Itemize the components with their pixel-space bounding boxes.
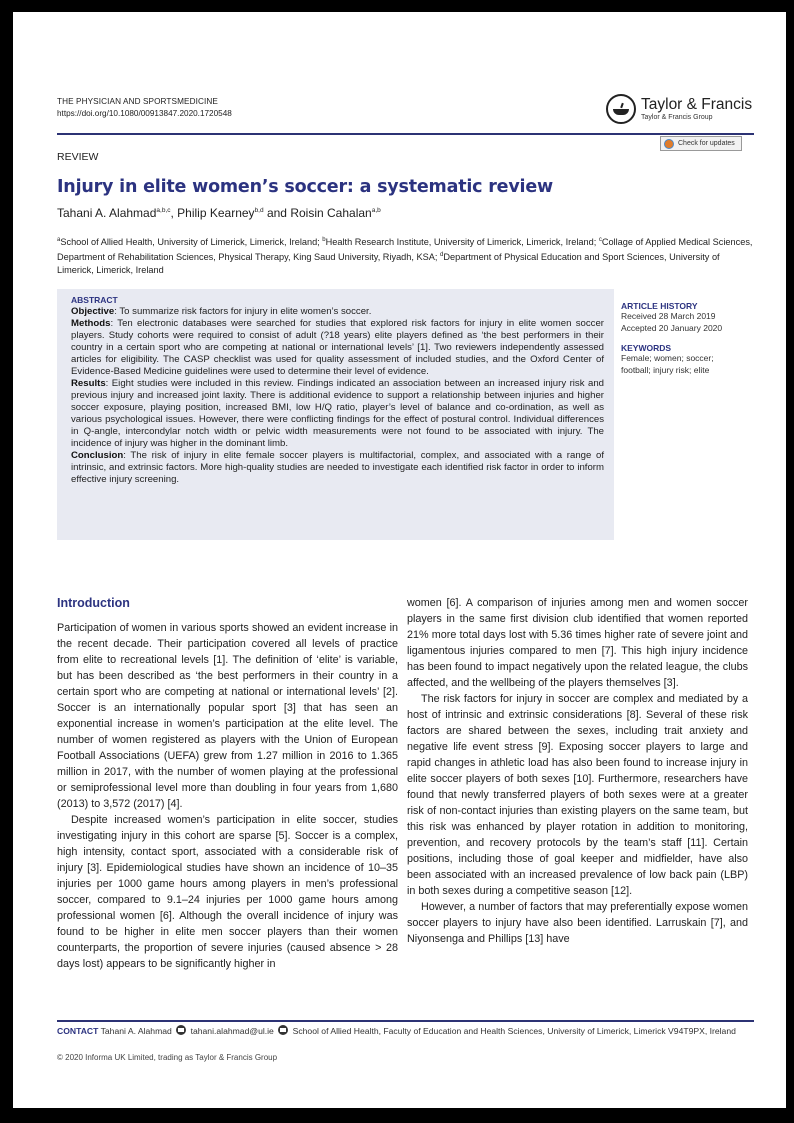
contact-name: Tahani A. Alahmad (100, 1026, 172, 1036)
publisher-logo[interactable] (606, 94, 752, 124)
affiliation: Department of Physical Education and Sport Sciences, University of Limerick, Limerick, Ireland (57, 252, 720, 276)
publisher-name: Taylor & Francis (641, 95, 753, 113)
author-name[interactable]: Roisin Cahalan (290, 206, 372, 220)
abstract-box (57, 289, 614, 540)
affiliations (57, 234, 757, 277)
section-text: : The risk of injury in elite female soccer players is multifactorial, complex, and associated with a range of intrinsic, and extrinsic factors. More high-quality studies are needed to investigate each identified risk factor in order to inform effective injury screening. (71, 450, 604, 485)
paper-page (13, 12, 786, 1108)
abstract-conclusion (71, 450, 604, 486)
author-list: Tahani A. Alahmad$^{a,b,c}$, Philip Kearney$^{b,d}$ and Roisin Cahalan$^{a,b}$ (57, 206, 381, 220)
affiliation: School of Allied Health, University of Limerick, Limerick, Ireland; (60, 237, 323, 248)
section-label: Conclusion (71, 450, 124, 461)
section-text: : Eight studies were included in this review. Findings indicated an association between an increased injury risk and previous injury and increased joint laxity. There is additional evidence to support a relationship between injuries and higher soccer exposure, playing position, increased BMI, low H/Q ratio, player’s level of balance and co-ordination, as well as various psychological issues. However, there were conflicting findings for the effect of postural control. Individual differences in Q-angle, intercondylar notch width or pelvic width measurements were not found to be associated with injury. The incidence of injury was higher in the dominant limb. (71, 378, 604, 449)
article-type: REVIEW (57, 151, 99, 163)
affil-sup: b (322, 237, 326, 243)
lamp-icon (606, 94, 636, 124)
section-label: Results (71, 378, 106, 389)
accepted-date: Accepted 20 January 2020 (621, 322, 723, 333)
affil-sup: c (598, 237, 602, 243)
paragraph: women [6]. A comparison of injuries among men and women soccer players in the same first division club identified that women reported 21% more total days lost with 5.36 times higher rate of severe joint and ligamentous injuries compared to men [7]. This high injury incidence has been found to impact negatively upon the related league, the clubs affected, and the wellbeing of the players themselves [3]. (407, 597, 748, 689)
authors-conjunction: and (266, 206, 287, 220)
keywords: Female; women; soccer; (621, 353, 714, 363)
address-icon (278, 1025, 288, 1035)
paragraph: Participation of women in various sports showed an evident increase in the recent decade. Their participation covered all levels of practice from elite to recreational levels [1]. The definition of ‘elite’ is variable, but has been described as ‘the best performers in their country in a certain sport who are competing at national or international levels’ [2]. Soccer is an internationally popular sport [3] that has seen an exponential increase in women’s participation at the elite level. The number of women registered as players with the Union of European Football Associations (UEFA) grew from 1.27 million in 2016 to 1.365 million in 2017, with the number of women playing at the professional or semiprofessional level more than doubling in four years from 1,680 (2013) to 3,572 (2017) [4]. (57, 622, 398, 810)
affil-sup: d (440, 252, 444, 259)
article-sidebar (621, 301, 761, 376)
abstract-objective (71, 306, 604, 318)
abstract-results (71, 378, 604, 450)
author-affil-sup: a,b,c (156, 207, 171, 214)
author-affil-sup: a,b (371, 207, 381, 214)
contact-label: CONTACT (57, 1026, 99, 1036)
keywords: football; injury risk; elite (621, 364, 710, 375)
paragraph: The risk factors for injury in soccer are complex and mediated by a host of intrinsic and extrinsic considerations [8]. Several of these risk factors are shared between the sexes, including trait anxiety and negative life event stress [9]. Exposing soccer players to large and rapid changes in athletic load has also been found to increase injury in elite soccer players of both sexes [10]. Furthermore, researchers have found that newly transferred players of both sexes were at a greater risk of non-contact injuries than existing players on the same team, but this risk was enhanced by player rotation in addition to monitoring, prevention, and recovery protocols by the team’s staff [11]. Certain positions, including those of goal keeper and midfielder, have also been associated with an increased prevalence of low back pain (LBP) in both sexes during a competitive season [12]. (407, 693, 748, 897)
section-text: : Ten electronic databases were searched for studies that explored risk factors for injury in elite women soccer players. Study cohorts were required to consist of adult (?18 years) elite players defined as ‘the best performers in their country in a certain sport who are competing at national or international levels’ [1]. Two reviewers independently assessed articles for eligibility. The CASP checklist was used for quality assessment of included studies, and the Oxford Center of Evidence-Based Medicine guidelines were used to determine their level of evidence. (71, 318, 604, 377)
abstract-heading: ABSTRACT (71, 295, 118, 305)
affiliation: Collage of Applied Medical Sciences, Department of Rehabilitation Sciences, Physical Therapy, King Saud University, Riyadh, KSA; (57, 237, 753, 263)
section-text: : To summarize risk factors for injury in elite women’s soccer. (114, 306, 372, 317)
footer-divider (57, 1020, 754, 1022)
section-heading-introduction: Introduction (57, 596, 130, 610)
doi-link[interactable]: https://doi.org/10.1080/00913847.2020.1720548 (57, 109, 232, 118)
publisher-group: Taylor & Francis Group (641, 114, 713, 122)
abstract-methods (71, 318, 604, 378)
author-affil-sup: b,d (254, 207, 264, 214)
paragraph: Despite increased women’s participation in elite soccer, studies investigating injury in this cohort are sparse [5]. Soccer is a complex, high intensity, contact sport, associated with a considerable risk of injury [3]. Epidemiological studies have shown an incidence of 10–35 injuries per 1000 game hours among players in men’s professional soccer, compared to 9.1–24 injuries per 1000 game hours among professional women [6]. Although the overall incidence of injury was found to be higher in elite men soccer players than their women counterparts, the proportion of severe injuries (caused absence > 28 days lost) appears to be significantly higher in (57, 814, 398, 970)
check-for-updates-button[interactable] (660, 136, 742, 151)
body-column-right (407, 595, 748, 947)
body-column-left (57, 620, 398, 972)
article-title: Injury in elite women’s soccer: a systematic review (57, 177, 553, 197)
journal-name: THE PHYSICIAN AND SPORTSMEDICINE (57, 97, 218, 106)
affiliation: Health Research Institute, University of Limerick, Limerick, Ireland; (325, 237, 599, 248)
author-name[interactable]: Tahani A. Alahmad (57, 206, 157, 220)
paragraph: However, a number of factors that may preferentially expose women soccer players to injury have also been identified. Larruskain [7], and Niyonsenga and Phillips [13] have (407, 901, 748, 945)
copyright: © 2020 Informa UK Limited, trading as Taylor & Francis Group (57, 1053, 278, 1062)
contact-info (57, 1025, 757, 1038)
contact-email[interactable]: tahani.alahmad@ul.ie (190, 1026, 274, 1036)
author-name[interactable]: Philip Kearney (177, 206, 255, 220)
section-label: Methods (71, 318, 111, 329)
email-icon (176, 1025, 186, 1035)
section-label: Objective (71, 306, 115, 317)
affil-sup: a (57, 237, 61, 243)
received-date: Received 28 March 2019 (621, 311, 716, 321)
check-for-updates-label: Check for updates (678, 140, 735, 147)
contact-address: School of Allied Health, Faculty of Education and Health Sciences, University of Limerick, Limerick V94T9PX, Ireland (292, 1026, 736, 1036)
history-heading: ARTICLE HISTORY (621, 301, 698, 311)
keywords-heading: KEYWORDS (621, 343, 672, 353)
header-divider (57, 133, 754, 135)
update-badge-icon (664, 139, 674, 149)
